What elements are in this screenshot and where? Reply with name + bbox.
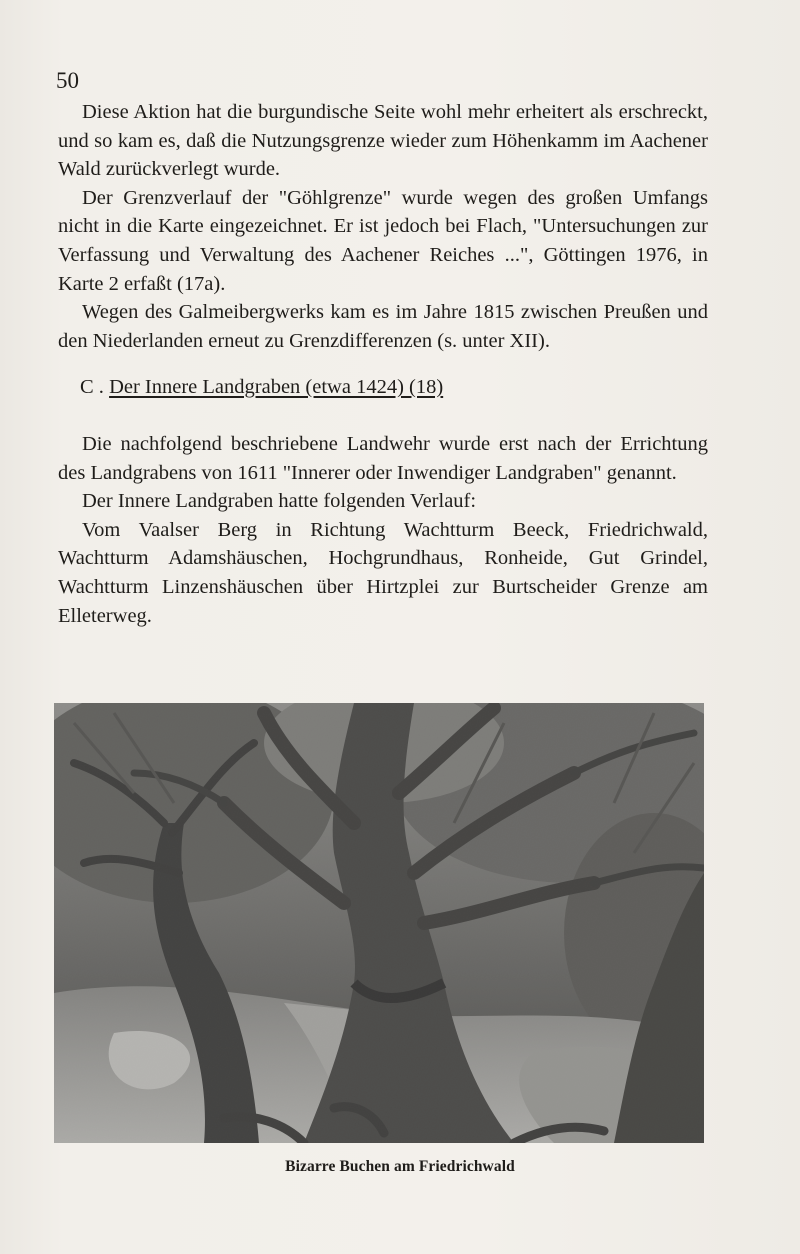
paragraph: Der Grenzverlauf der "Göhlgrenze" wurde wegen des großen Umfangs nicht in die Karte eingezeichnet. Er ist jedoch bei Flach, "Untersuchungen zur Verfassung und Verwaltung des Aachener Reiches ...", Göttingen 1976, in Karte 2 erfaßt (17a). [58,186,708,295]
beech-trees-photo [54,703,704,1143]
section-prefix: C . [80,376,104,398]
paragraph: Wegen des Galmeibergwerks kam es im Jahre 1815 zwischen Preußen und den Niederlanden erneut zu Grenzdifferenzen (s. unter XII). [58,301,708,352]
paragraph: Die nachfolgend beschriebene Landwehr wurde erst nach der Errichtung des Landgrabens von 1611 "Innerer oder Inwendiger Landgraben" genannt. [58,433,708,484]
photo-caption: Bizarre Buchen am Friedrichwald [285,1158,515,1175]
paragraph: Der Innere Landgraben hatte folgenden Verlauf: [82,490,477,513]
section-title: Der Innere Landgraben (etwa 1424) (18) [109,376,444,398]
page-number: 50 [56,68,79,93]
paragraph: Diese Aktion hat die burgundische Seite wohl mehr erheitert als erschreckt, und so kam es, daß die Nutzungsgrenze wieder zum Höhenkamm im Aachener Wald zurückverlegt wurde. [58,101,708,181]
body-text-bottom [58,430,708,630]
body-text-top [58,98,708,355]
section-heading [80,373,443,401]
paragraph: Vom Vaalser Berg in Richtung Wachtturm Beeck, Friedrichwald, Wachtturm Adamshäuschen, Hochgrundhaus, Ronheide, Gut Grindel, Wachtturm Linzenshäuschen über Hirtzplei zur Burtscheider Grenze am Elleterweg. [58,518,708,627]
